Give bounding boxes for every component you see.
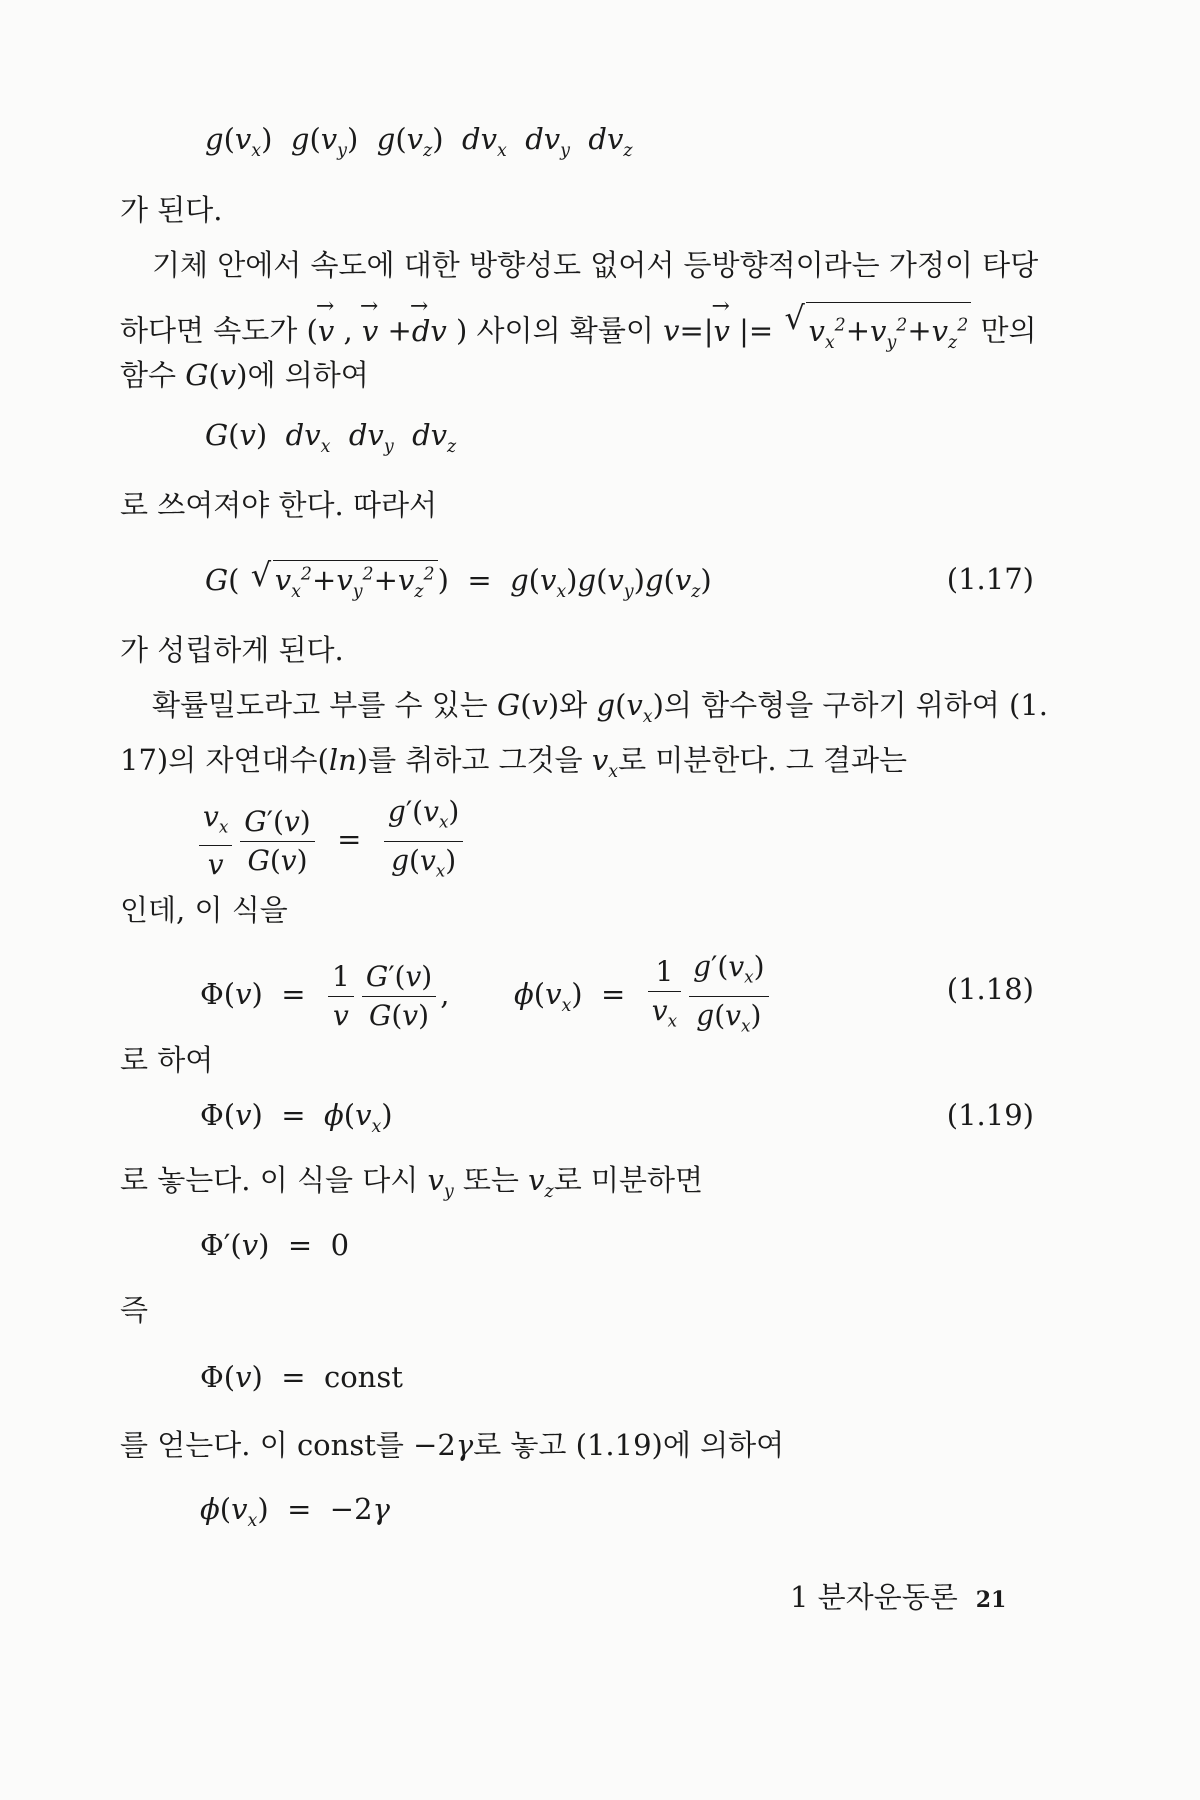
text-span: 를 얻는다. 이 const를: [120, 1428, 404, 1462]
page-number: 21: [975, 1587, 1007, 1613]
ln-symbol: ln: [328, 743, 357, 777]
text-span: 로 미분한다. 그 결과는: [618, 743, 908, 777]
equation-number: (1.17): [946, 562, 1034, 596]
text-line: 하다면 속도가 (→ v , → v +→ dv ) 사이의 확률이 v=|→ v |= √ $v_x^2+v_y^2+v_z^2$ 만의: [120, 302, 1037, 362]
text-span: 확률밀도라고 부를 수 있는: [152, 688, 488, 722]
text-line: 로 쓰여져야 한다. 따라서: [120, 488, 438, 522]
text-line: 확률밀도라고 부를 수 있는 G(v)와 $g(v_x)$의 함수형을 구하기 위하여 (1.: [152, 688, 1048, 727]
text-span: 만의: [980, 313, 1037, 348]
text-span: 의 함수형을 구하기 위하여 (1.: [663, 688, 1048, 722]
equation-phi-prime: Φ′(v) = 0: [200, 1228, 350, 1262]
text-line: 기체 안에서 속도에 대한 방향성도 없어서 등방향적이라는 가정이 타당: [152, 248, 1039, 282]
const-word: const: [323, 1360, 403, 1394]
text-line: 함수 G(v)에 의하여: [120, 358, 369, 392]
equation-derivative-ratio: $\frac{v_x}{v}$ $\frac{G'(v)}{G(v)}$ = $\frac{g'(v_x)}{g(v_x)}$: [195, 795, 467, 887]
text-line: 가 된다.: [120, 193, 223, 227]
equation-1-19: $\Phi(v) = \phi(v_x)$: [200, 1098, 393, 1137]
equation-phi-gamma: $\phi(v_x) = -2\gamma$: [200, 1492, 390, 1531]
equation-1-17: G( √ $v_x^2+v_y^2+v_z^2$ ) = $g(v_x)g(v_y)g(v_z)$: [205, 556, 712, 602]
text-line: 로 하여: [120, 1043, 214, 1077]
text-span: 하다면 속도가: [120, 313, 298, 348]
equation-product-g: $g(v_x)$ $g(v_y)$ $g(v_z)$ $dv_x$ $dv_y$ $dv_z$: [205, 122, 633, 161]
text-span: 로 놓고 (1.19)에 의하여: [473, 1428, 785, 1462]
text-line: 즉: [120, 1293, 149, 1327]
text-span: 함수: [120, 358, 177, 392]
chapter-title: 1 분자운동론: [790, 1580, 958, 1614]
text-line: 로 놓는다. 이 식을 다시 $v_y$ 또는 $v_z$로 미분하면: [120, 1163, 703, 1202]
text-line: 인데, 이 식을: [120, 893, 288, 927]
text-line: 가 성립하게 된다.: [120, 633, 344, 667]
equation-G-product: G(v) $dv_x$ $dv_y$ $dv_z$: [205, 418, 457, 457]
text-span: 사이의 확률이: [476, 313, 654, 348]
text-span: 와: [559, 688, 588, 722]
text-span: 로 미분하면: [553, 1163, 703, 1197]
equation-number: (1.18): [946, 972, 1034, 1006]
equation-phi-const: Φ(v) = const: [200, 1360, 403, 1394]
page-footer: [790, 1575, 1006, 1616]
text-span: 17)의 자연대수(: [120, 743, 329, 777]
equation-number: (1.19): [946, 1098, 1034, 1132]
text-span: 에 의하여: [247, 358, 369, 392]
text-span: 로 놓는다. 이 식을 다시: [120, 1163, 419, 1197]
equation-1-18: Φ(v) = $\frac{1}{v}$ $\frac{G'(v)}{G(v)}$ , $\phi(v_x)$ = $\frac{1}{v_x}$ $\frac{g'(v_x)}{g(v_x)}$: [200, 950, 773, 1042]
text-line: 17)의 자연대수(ln)를 취하고 그것을 $v_x$로 미분한다. 그 결과는: [120, 743, 908, 782]
text-span: 또는: [462, 1163, 519, 1197]
text-line: 를 얻는다. 이 const를 −2γ로 놓고 (1.19)에 의하여: [120, 1428, 785, 1462]
text-span: )를 취하고 그것을: [356, 743, 583, 777]
